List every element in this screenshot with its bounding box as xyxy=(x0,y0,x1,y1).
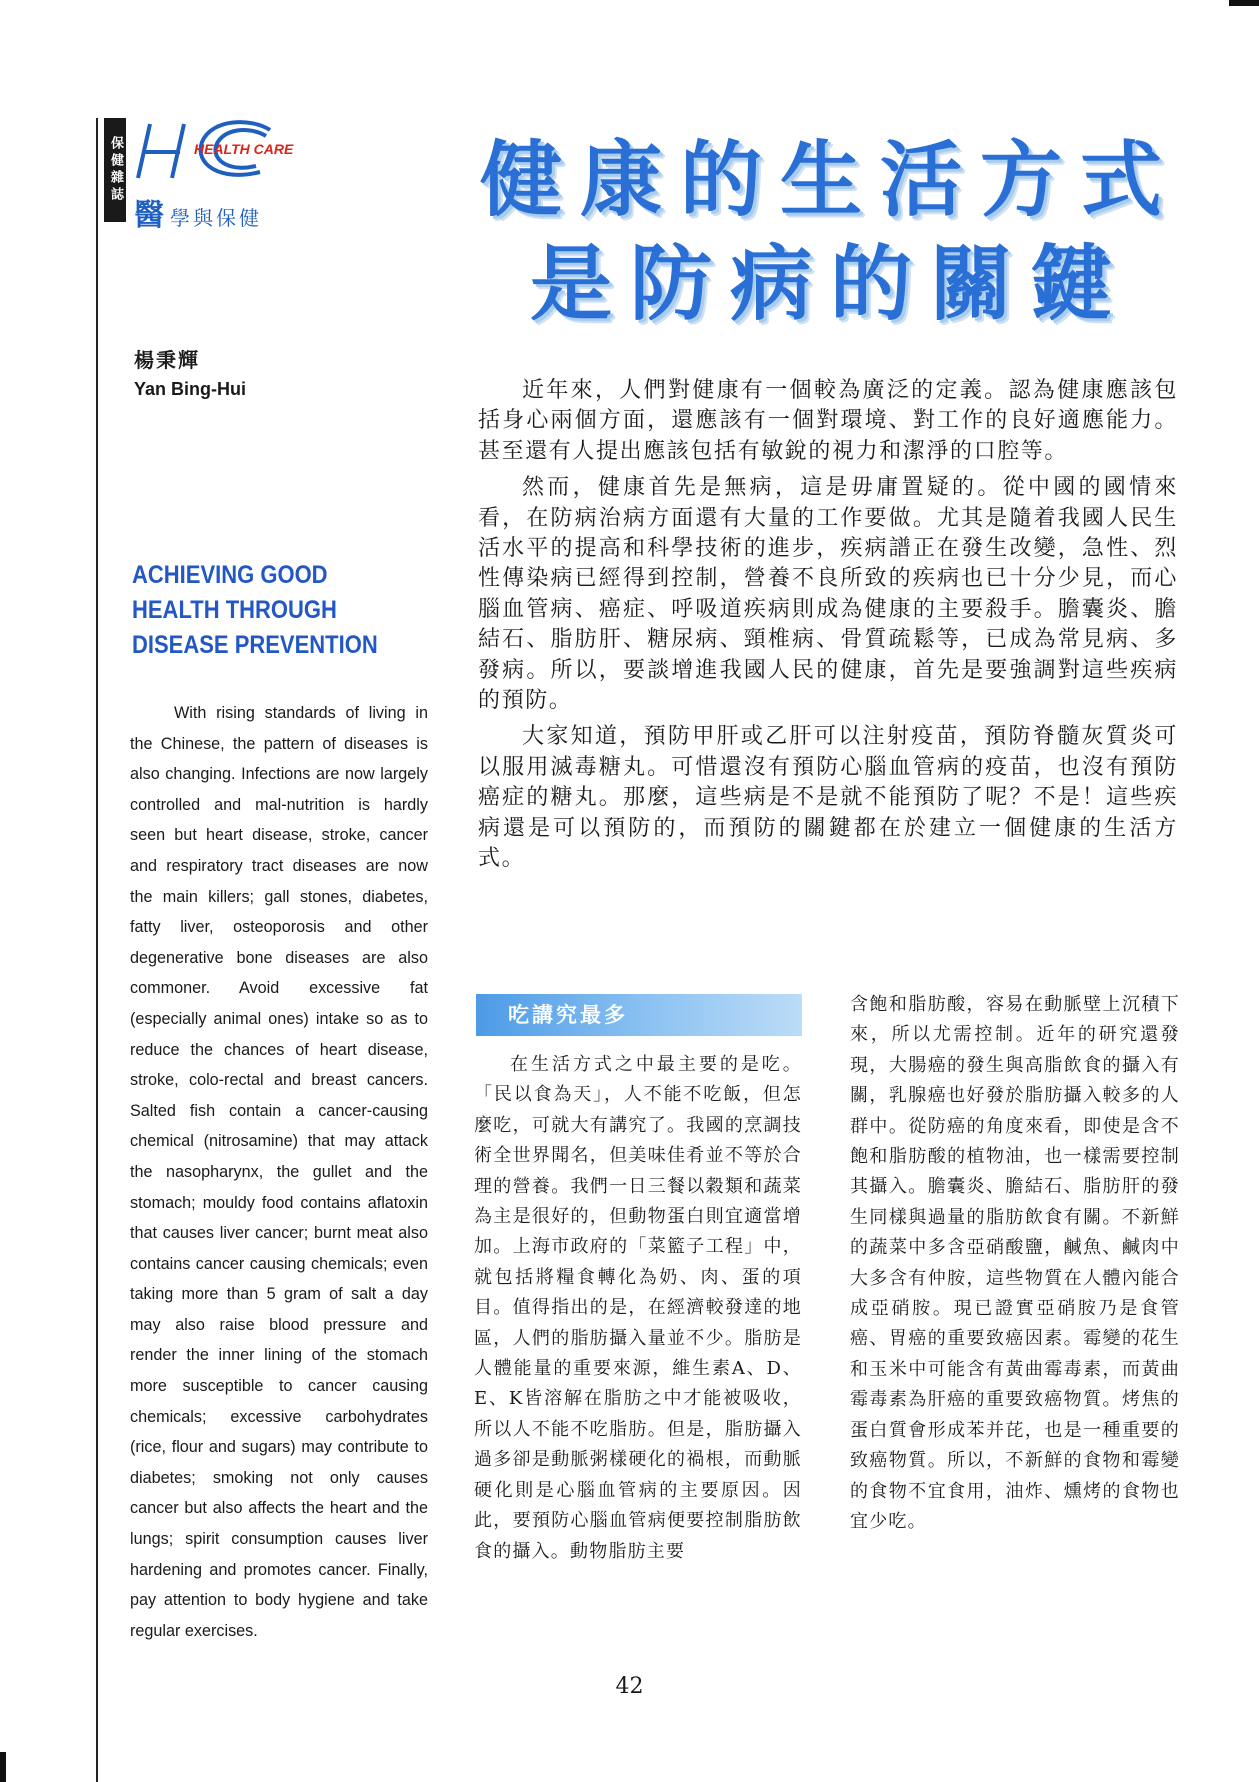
scan-edge-mark xyxy=(1229,0,1259,6)
body-column-right: 含飽和脂肪酸，容易在動脈壁上沉積下來，所以尤需控制。近年的研究還發現，大腸癌的發生與高脂飲食的攝入有關，乳腺癌也好發於脂肪攝入較多的人群中。從防癌的角度來看，即使是含不飽和脂肪酸的植物油，也一樣需要控制其攝入。膽囊炎、膽結石、脂肪肝的發生同樣與過量的脂肪飲食有關。不新鮮的蔬菜中多含亞硝酸鹽，鹹魚、鹹肉中大多含有仲胺，這些物質在人體內能合成亞硝胺。現已證實亞硝胺乃是食管癌、胃癌的重要致癌因素。霉變的花生和玉米中可能含有黃曲霉毒素，而黃曲霉毒素為肝癌的重要致癌物質。烤焦的蛋白質會形成苯并芘，也是一種重要的致癌物質。所以，不新鮮的食物和霉變的食物不宜食用，油炸、燻烤的食物也宜少吃。 xyxy=(850,994,1180,1532)
page-gutter-line xyxy=(96,118,98,1782)
title-line-2: 是防病的關鍵 xyxy=(529,236,1130,332)
intro-paragraph: 大家知道，預防甲肝或乙肝可以注射疫苗，預防脊髓灰質炎可以服用滅毒糖丸。可惜還沒有預防心腦血管病的疫苗，也沒有預防癌症的糖丸。那麼，這些病是不是就不能預防了呢？不是！這些疾病還是可以預防的，而預防的關鍵都在於建立一個健康的生活方式。 xyxy=(478,724,1178,872)
author-block xyxy=(134,344,246,400)
english-heading: ACHIEVING GOOD HEALTH THROUGH DISEASE PREVENTION xyxy=(132,561,378,659)
magazine-vertical-label: 保健雜誌 xyxy=(104,118,126,222)
page-number: 42 xyxy=(615,1674,644,1699)
author-name-en: Yan Bing-Hui xyxy=(134,379,246,399)
author-name-zh: 楊秉輝 xyxy=(134,348,200,372)
magazine-logo xyxy=(104,118,304,233)
scan-edge-mark xyxy=(0,1752,6,1782)
logo-yi-character: 醫 xyxy=(134,198,164,233)
body-column-middle: 在生活方式之中最主要的是吃。「民以食為天」，人不能不吃飯，但怎麼吃，可就大有講究了。我國的烹調技術全世界聞名，但美味佳肴並不等於合理的營養。我們一日三餐以穀類和蔬菜為主是很好的，但動物蛋白則宜適當增加。上海市政府的「菜籃子工程」中，就包括將糧食轉化為奶、肉、蛋的項目。值得指出的是，在經濟較發達的地區，人們的脂肪攝入量並不少。脂肪是人體能量的重要來源，維生素A、D、E、K皆溶解在脂肪之中才能被吸收，所以人不能不吃脂肪。但是，脂肪攝入過多卻是動脈粥樣硬化的禍根，而動脈硬化則是心腦血管病的主要原因。因此，要預防心腦血管病便要控制脂肪飲食的攝入。動物脂肪主要 xyxy=(474,1054,802,1562)
logo-subtitle: 學與保健 xyxy=(170,206,262,230)
hc-logo-icon xyxy=(132,116,294,186)
article-title xyxy=(460,128,1200,336)
title-line-1: 健康的生活方式 xyxy=(479,132,1180,228)
english-abstract: With rising standards of living in the Chinese, the pattern of diseases is also changing. Infections are now largely controlled and mal-nutrition is hardly seen but heart disease, stroke, cancer and respiratory tract diseases are now the main killers; gall stones, diabetes, fatty liver, osteoporosis and other degenerative bone diseases are also commoner. Avoid excessive fat (especially animal ones) intake so as to reduce the chances of heart disease, stroke, colo-rectal and breast cancers. Salted fish contain a cancer-causing chemical (nitrosamine) that may attack the nasopharynx, the gullet and the stomach; mouldy food contains aflatoxin that causes liver cancer; burnt meat also contains cancer causing chemicals; even taking more than 5 gram of salt a day may also raise blood pressure and render the inner lining of the stomach more susceptible to cancer causing chemicals; excessive carbohydrates (rice, flour and sugars) may contribute to diabetes; smoking not only causes cancer but also affects the heart and the lungs; spirit consumption causes liver hardening and promotes cancer. Finally, pay attention to body hygiene and take regular exercises. xyxy=(130,704,428,1640)
intro-paragraph: 然而，健康首先是無病，這是毋庸置疑的。從中國的國情來看，在防病治病方面還有大量的工作要做。尤其是隨着我國人民生活水平的提高和科學技術的進步，疾病譜正在發生改變，急性、烈性傳染病已經得到控制，營養不良所致的疾病也已十分少見，而心腦血管病、癌症、呼吸道疾病則成為健康的主要殺手。膽囊炎、膽結石、脂肪肝、糖尿病、頸椎病、骨質疏鬆等，已成為常見病、多發病。所以，要談增進我國人民的健康，首先是要強調對這些疾病的預防。 xyxy=(478,475,1178,714)
intro-paragraph: 近年來，人們對健康有一個較為廣泛的定義。認為健康應該包括身心兩個方面，還應該有一個對環境、對工作的良好適應能力。甚至還有人提出應該包括有敏銳的視力和潔淨的口腔等。 xyxy=(478,378,1178,464)
health-care-overlay: HEALTH CARE xyxy=(194,141,294,157)
section-heading: 吃講究最多 xyxy=(476,994,802,1036)
intro-section xyxy=(478,376,1178,881)
